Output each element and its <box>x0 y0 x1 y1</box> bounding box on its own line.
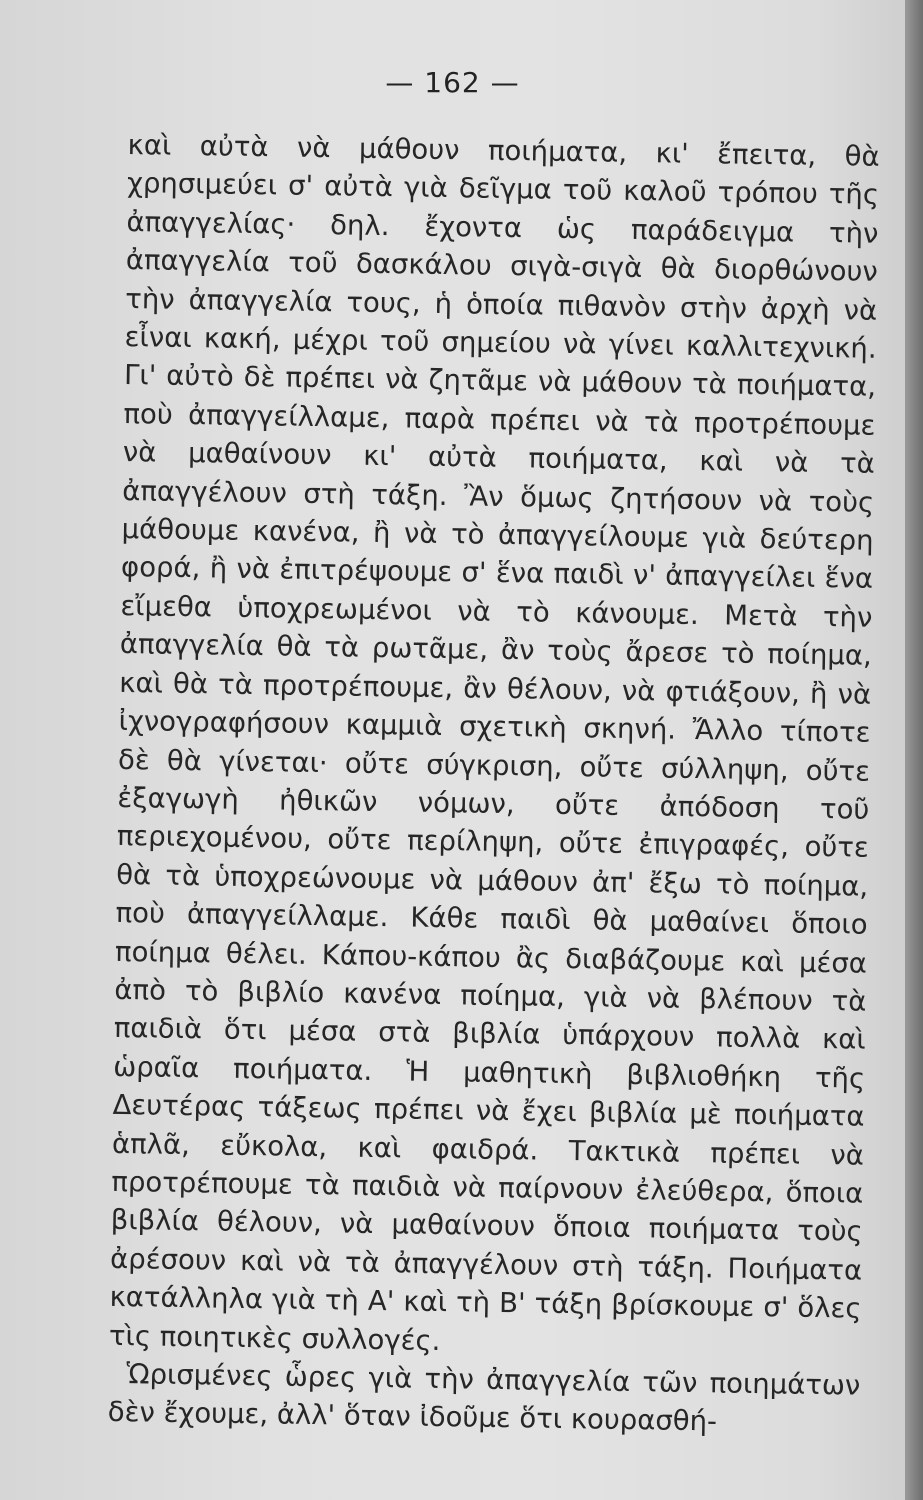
paragraph-2: Ὡρισμένες ὧρες γιὰ τὴν ἀπαγγελία τῶν ποιημάτων δὲν ἔχουμε, ἀλλ' ὅταν ἰδοῦμε ὅτι κουρασθή- <box>107 1358 861 1438</box>
page-number: — 162 — <box>385 66 520 99</box>
paragraph-1: καὶ αὐτὰ νὰ μάθουν ποιήματα, κι' ἔπειτα, θὰ χρησιμεύει σ' αὐτὰ γιὰ δεῖγμα τοῦ καλοῦ τρόπου τῆς ἀπαγγελίας· δηλ. ἔχοντα ὡς παράδειγμα τὴν ἀπαγγελία τοῦ δασκάλου σιγὰ-σιγὰ θὰ διορθώνουν τὴν ἀπαγγελία τους, ἡ ὁποία πιθανὸν στὴν ἀρχὴ νὰ εἶναι κακή, μέχρι τοῦ σημείου νὰ γίνει καλλιτεχνική. Γι' αὐτὸ δὲ πρέπει νὰ ζητᾶμε νὰ μάθουν τὰ ποιήματα, ποὺ ἀπαγγείλλαμε, παρὰ πρέπει νὰ τὰ προτρέπουμε νὰ μαθαίνουν κι' αὐτὰ ποιήματα, καὶ νὰ τὰ ἀπαγγέλουν στὴ τάξη. Ἂν ὅμως ζητήσουν νὰ τοὺς μάθουμε κανένα, ἢ νὰ τὸ ἀπαγγείλουμε γιὰ δεύτερη φορά, ἢ νὰ ἐπιτρέψουμε σ' ἕνα παιδὶ ν' ἀπαγγείλει ἕνα εἴμεθα ὑποχρεωμένοι νὰ τὸ κάνουμε. Μετὰ τὴν ἀπαγγελία θὰ τὰ ρωτᾶμε, ἂν τοὺς ἄρεσε τὸ ποίημα, καὶ θὰ τὰ προτρέπουμε, ἂν θέλουν, νὰ φτιάξουν, ἢ νὰ ἰχνογραφήσουν καμμιὰ σχετικὴ σκηνή. Ἄλλο τίποτε δὲ θὰ γίνεται· οὔτε σύγκριση, οὔτε σύλληψη, οὔτε ἐξαγωγὴ ἠθικῶν νόμων, οὔτε ἀπόδοση τοῦ περιεχομένου, οὔτε περίληψη, οὔτε ἐπιγραφές, οὔτε θὰ τὰ ὑποχρεώνουμε νὰ μάθουν ἀπ' ἔξω τὸ ποίημα, ποὺ ἀπαγγείλλαμε. Κάθε παιδὶ θὰ μαθαίνει ὅποιο ποίημα θέλει. Κάπου-κάπου ἂς διαβάζουμε καὶ μέσα ἀπὸ τὸ βιβλίο κανένα ποίημα, γιὰ νὰ βλέπουν τὰ παιδιὰ ὅτι μέσα στὰ βιβλία ὑπάρχουν πολλὰ καὶ ὡραῖα ποιήματα. Ἡ μαθητικὴ βιβλιοθήκη τῆς Δευτέρας τάξεως πρέπει νὰ ἔχει βιβλία μὲ ποιήματα ἁπλᾶ, εὔκολα, καὶ φαιδρά. Τακτικὰ πρέπει νὰ προτρέπουμε τὰ παιδιὰ νὰ παίρνουν ἐλεύθερα, ὅποια βιβλία θέλουν, νὰ μαθαίνουν ὅποια ποιήματα τοὺς ἀρέσουν καὶ νὰ τὰ ἀπαγγέλουν στὴ τάξη. Ποιήματα κατάλληλα γιὰ τὴ Α' καὶ τὴ Β' τάξη βρίσκουμε σ' ὅλες τὶς ποιητικὲς συλλογές. <box>108 128 880 1357</box>
page-edge-shadow <box>905 0 923 1500</box>
body-text <box>107 126 879 1443</box>
